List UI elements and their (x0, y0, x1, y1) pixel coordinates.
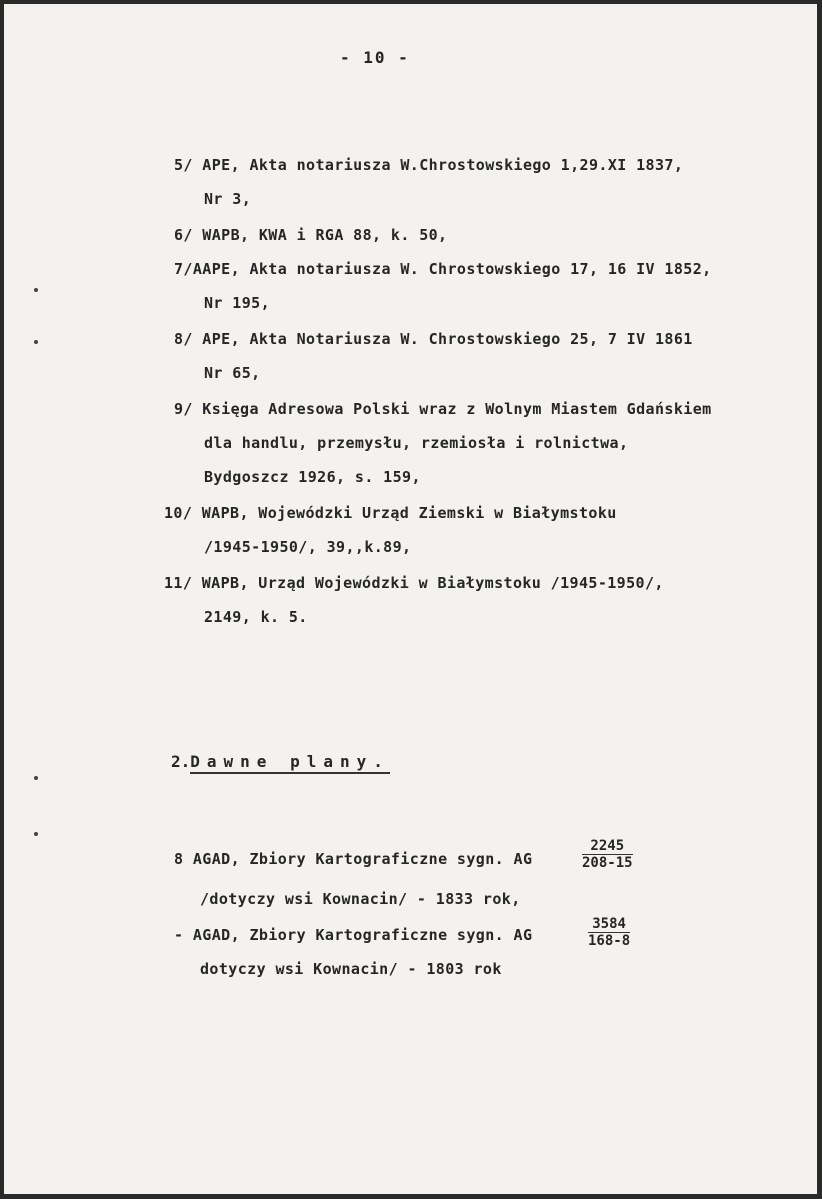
reference-line: dla handlu, przemysłu, rzemiosła i rolnictwa, (204, 434, 629, 452)
page-number: - 10 - (340, 48, 410, 67)
reference-line: 11/ WAPB, Urząd Wojewódzki w Białymstoku /1945-1950/, (164, 574, 664, 592)
reference-line: 8/ APE, Akta Notariusza W. Chrostowskiego 25, 7 IV 1861 (174, 330, 693, 348)
plan-bullet: 8 (174, 850, 184, 868)
reference-line: /1945-1950/, 39,,k.89, (204, 538, 412, 556)
reference-line: Nr 65, (204, 364, 261, 382)
margin-mark (34, 288, 38, 292)
plan-continuation: /dotyczy wsi Kownacin/ - 1833 rok, (200, 890, 521, 908)
margin-mark (34, 340, 38, 344)
plan-bullet: - (174, 926, 184, 944)
fraction-numerator: 3584 (588, 916, 630, 933)
fraction-numerator: 2245 (582, 838, 633, 855)
section-heading (171, 752, 390, 771)
plan-text: AGAD, Zbiory Kartograficzne sygn. AG (192, 850, 533, 868)
section-title: Dawne plany. (190, 752, 390, 774)
reference-line: Nr 3, (204, 190, 252, 208)
plan-entry (174, 850, 532, 868)
plan-entry (174, 926, 532, 944)
reference-line: 5/ APE, Akta notariusza W.Chrostowskiego 1,29.XI 1837, (174, 156, 684, 174)
reference-line: 10/ WAPB, Wojewódzki Urząd Ziemski w Białymstoku (164, 504, 617, 522)
reference-line: 6/ WAPB, KWA i RGA 88, k. 50, (174, 226, 448, 244)
reference-line: 9/ Księga Adresowa Polski wraz z Wolnym Miastem Gdańskiem (174, 400, 712, 418)
reference-line: Bydgoszcz 1926, s. 159, (204, 468, 421, 486)
margin-mark (34, 776, 38, 780)
fraction-denominator: 208-15 (582, 855, 633, 871)
reference-line: Nr 195, (204, 294, 271, 312)
document-page (4, 4, 817, 1194)
signature-fraction (588, 916, 630, 949)
section-number: 2. (171, 752, 191, 771)
plan-continuation: dotyczy wsi Kownacin/ - 1803 rok (200, 960, 502, 978)
reference-line: 7/AAPE, Akta notariusza W. Chrostowskiego 17, 16 IV 1852, (174, 260, 712, 278)
fraction-denominator: 168-8 (588, 933, 631, 949)
signature-fraction (582, 838, 633, 871)
reference-line: 2149, k. 5. (204, 608, 308, 626)
margin-mark (34, 832, 38, 836)
plan-text: AGAD, Zbiory Kartograficzne sygn. AG (192, 926, 533, 944)
